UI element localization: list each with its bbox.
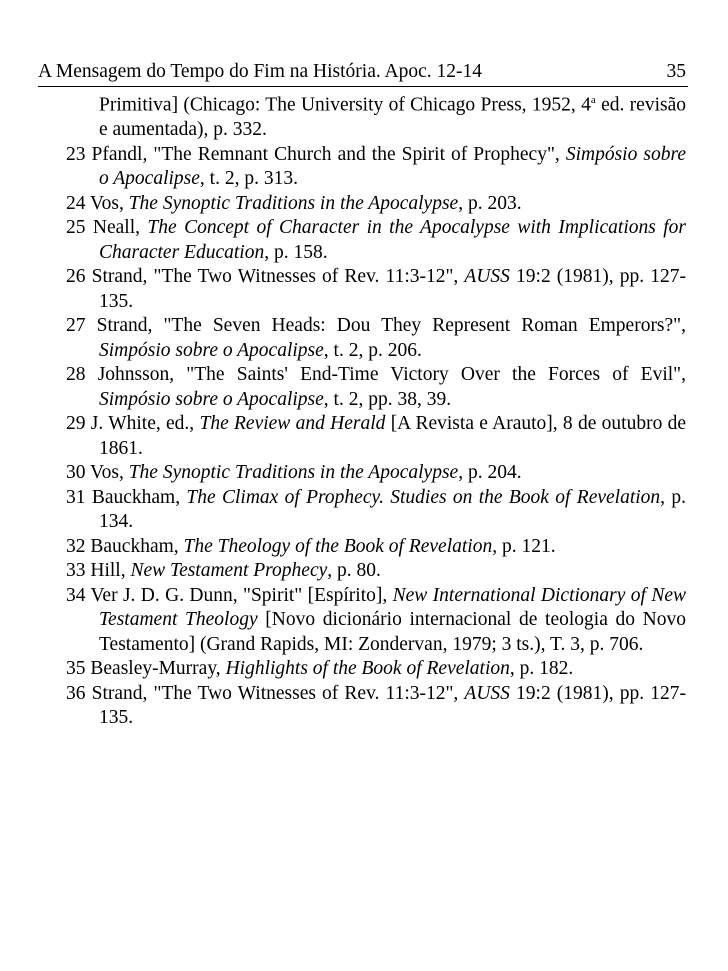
- note-title: New Testament Prophecy: [130, 560, 328, 581]
- note-text: , p. 80.: [327, 560, 381, 581]
- note-title: The Synoptic Traditions in the Apocalypse: [128, 462, 459, 483]
- note-25: [66, 216, 686, 265]
- note-text: , p. 134.: [99, 486, 686, 532]
- note-29: [66, 412, 686, 461]
- note-number: 31: [66, 486, 86, 508]
- note-number: 32: [66, 535, 86, 557]
- note-text: Strand, "The Two Witnesses of Rev. 11:3-12",: [91, 682, 459, 704]
- note-title: The Review and Herald: [199, 413, 386, 434]
- note-text: [A Revista e Arauto], 8 de outubro de 1861.: [99, 413, 687, 459]
- note-title: The Climax of Prophecy. Studies on the Book of Revelation: [186, 486, 661, 508]
- note-32: [66, 535, 686, 560]
- note-title: Simpósio sobre o Apocalipse: [99, 143, 687, 189]
- note-24: [66, 192, 686, 217]
- endnotes-list: [66, 88, 686, 731]
- note-text: , p. 182.: [509, 658, 574, 679]
- note-text: , p. 121.: [492, 535, 556, 557]
- note-34: [66, 584, 686, 658]
- note-23: [66, 143, 686, 192]
- note-text: Johnsson, "The Saints' End-Time Victory Over the Forces of Evil",: [97, 364, 686, 385]
- note-number: 25: [66, 217, 86, 238]
- note-text: Ver J. D. G. Dunn, "Spirit" [Espírito],: [90, 584, 388, 606]
- note-number: 26: [66, 266, 86, 287]
- note-text: Pfandl, "The Remnant Church and the Spirit of Prophecy",: [91, 143, 560, 165]
- note-text: Primitiva] (Chicago: The University of Chicago Press, 1952, 4: [99, 94, 591, 116]
- note-text: , p. 203.: [458, 192, 522, 214]
- note-title: AUSS: [464, 266, 510, 287]
- note-text: Hill,: [90, 560, 126, 581]
- note-text: Vos,: [90, 462, 124, 483]
- note-text: , t. 2, p. 206.: [323, 339, 422, 361]
- note-33: [66, 559, 686, 584]
- note-number: 23: [66, 143, 86, 165]
- superscript: a: [590, 94, 596, 106]
- note-text: ed. revisão e aumentada), p. 332.: [99, 94, 686, 140]
- note-text: Neall,: [92, 217, 141, 238]
- note-title: Simpósio sobre o Apocalipse: [99, 339, 324, 361]
- note-title: Simpósio sobre o Apocalipse: [99, 388, 324, 410]
- note-30: [66, 461, 686, 486]
- note-number: 30: [66, 462, 86, 483]
- note-number: 24: [66, 192, 86, 214]
- note-text: , p. 158.: [264, 241, 328, 263]
- note-31: [66, 486, 686, 535]
- note-text: J. White, ed.,: [90, 413, 195, 434]
- note-number: 28: [66, 364, 86, 385]
- note-number: 36: [66, 682, 86, 704]
- note-title: The Concept of Character in the Apocalypse with Implications for Character Education: [99, 217, 686, 263]
- note-text: 19:2 (1981), pp. 127-135.: [99, 266, 687, 312]
- page-number: 35: [666, 61, 686, 82]
- note-35: [66, 657, 686, 682]
- note-28: [66, 363, 686, 412]
- note-text: , p. 204.: [458, 462, 522, 483]
- note-text: Strand, "The Seven Heads: Dou They Represent Roman Emperors?",: [96, 315, 687, 336]
- note-number: 34: [66, 584, 86, 606]
- note-number: 27: [66, 315, 86, 336]
- note-title: Highlights of the Book of Revelation: [225, 658, 510, 679]
- note-36: [66, 682, 686, 731]
- running-title: A Mensagem do Tempo do Fim na História. Apoc. 12-14: [38, 61, 483, 82]
- note-text: Vos,: [90, 192, 124, 214]
- note-text: , t. 2, pp. 38, 39.: [323, 388, 452, 410]
- note-text: 19:2 (1981), pp. 127-135.: [99, 682, 687, 728]
- note-27: [66, 314, 686, 363]
- note-text: Beasley-Murray,: [90, 658, 221, 679]
- note-number: 35: [66, 658, 86, 679]
- note-continuation: [66, 88, 686, 143]
- note-number: 33: [66, 560, 86, 581]
- note-text: [Novo dicionário internacional de teologia do Novo Testamento] (Grand Rapids, MI: Zondervan, 1979; 3 ts.), T. 3, p. 706.: [99, 609, 687, 655]
- note-text: Bauckham,: [90, 535, 179, 557]
- note-title: New International Dictionary of New Testament Theology: [99, 584, 686, 630]
- note-26: [66, 265, 686, 314]
- running-header: [38, 60, 688, 87]
- note-title: The Synoptic Traditions in the Apocalypse: [128, 192, 459, 214]
- note-number: 29: [66, 413, 86, 434]
- note-title: The Theology of the Book of Revelation: [183, 535, 493, 557]
- note-text: Bauckham,: [91, 486, 181, 508]
- note-text: , t. 2, p. 313.: [199, 168, 298, 189]
- note-title: AUSS: [464, 682, 510, 704]
- note-text: Strand, "The Two Witnesses of Rev. 11:3-12",: [91, 266, 459, 287]
